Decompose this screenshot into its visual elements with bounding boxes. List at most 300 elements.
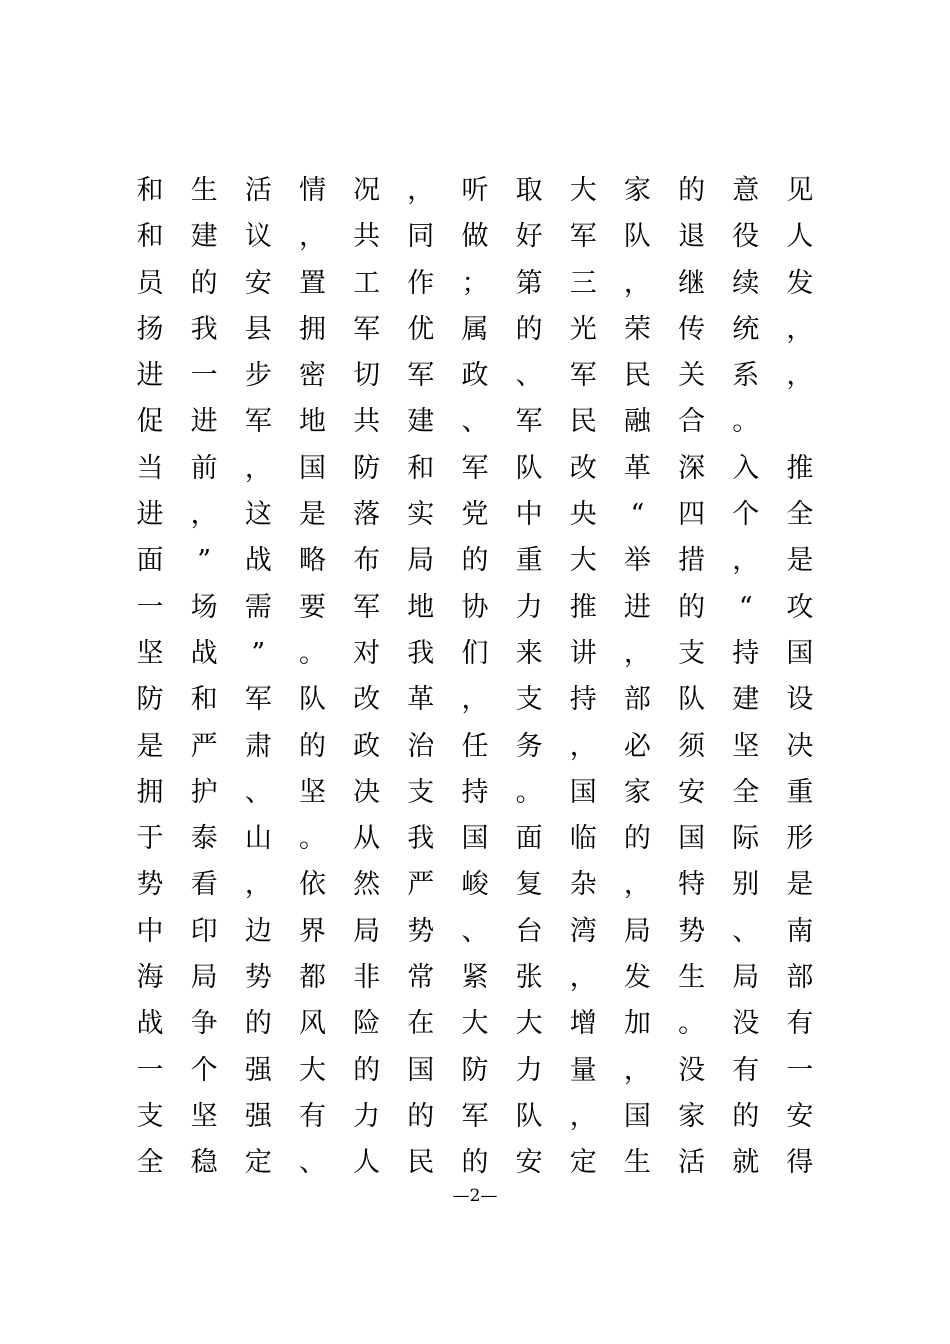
text-char: 军 <box>244 406 272 438</box>
text-char: 中 <box>515 499 543 531</box>
text-char: 促 <box>136 406 164 438</box>
text-char: 战 <box>244 545 272 577</box>
text-char: 大 <box>515 1008 543 1040</box>
text-char: 坚 <box>190 1100 218 1132</box>
text-char: 活 <box>678 1147 706 1179</box>
text-char: 意 <box>732 175 760 206</box>
text-char: 强 <box>244 1100 272 1132</box>
text-char: 形 <box>786 823 814 855</box>
text-char: 。 <box>298 637 326 669</box>
text-char: 部 <box>623 684 651 716</box>
text-char: 有 <box>732 1054 760 1086</box>
text-char: 战 <box>190 637 218 669</box>
text-char: 部 <box>786 962 814 994</box>
text-char: 复 <box>515 869 543 901</box>
text-char: 严 <box>190 730 218 762</box>
text-char: 发 <box>786 267 814 299</box>
text-char: 进 <box>190 406 218 438</box>
text-char: 国 <box>298 452 326 484</box>
text-line <box>135 261 815 307</box>
text-char: 重 <box>515 545 543 577</box>
text-char: 人 <box>353 1147 381 1179</box>
text-char: 需 <box>244 591 272 623</box>
text-char: 局 <box>732 962 760 994</box>
text-char: 南 <box>786 915 814 947</box>
text-char: 地 <box>298 406 326 438</box>
text-line <box>135 492 815 538</box>
text-char: 是 <box>786 545 814 577</box>
text-char: 们 <box>461 637 489 669</box>
text-char: 泰 <box>190 823 218 855</box>
text-char: 我 <box>190 313 218 345</box>
text-char: 治 <box>407 730 435 762</box>
text-char: 军 <box>353 313 381 345</box>
text-line <box>135 1048 815 1094</box>
text-line <box>135 353 815 399</box>
text-char: 生 <box>623 1147 651 1179</box>
text-char: 加 <box>623 1008 651 1040</box>
text-char: 山 <box>244 823 272 855</box>
text-char: 的 <box>353 1054 381 1086</box>
text-char: 军 <box>407 360 435 392</box>
text-char: 防 <box>353 452 381 484</box>
text-char: 、 <box>461 915 489 947</box>
text-char: 的 <box>678 175 706 206</box>
text-char: 深 <box>678 452 706 484</box>
text-char: 扬 <box>136 313 164 345</box>
body-text <box>135 168 815 1187</box>
text-char: 面 <box>136 545 164 577</box>
text-char: 势 <box>244 962 272 994</box>
text-char: 特 <box>678 869 706 901</box>
text-line <box>135 1001 815 1047</box>
text-char: 军 <box>244 684 272 716</box>
text-char: 进 <box>136 499 164 531</box>
text-char: 的 <box>461 545 489 577</box>
text-char: 个 <box>732 499 760 531</box>
text-char: 的 <box>244 1008 272 1040</box>
text-char: 必 <box>623 730 651 762</box>
text-char: 、 <box>515 360 543 392</box>
text-char: 军 <box>515 406 543 438</box>
page-number: —2— <box>452 1186 498 1206</box>
text-char: 军 <box>569 221 597 253</box>
text-char: 一 <box>786 1054 814 1086</box>
text-char: 有 <box>298 1100 326 1132</box>
text-char: 家 <box>623 175 651 206</box>
text-char: 个 <box>190 1054 218 1086</box>
text-char: 持 <box>569 684 597 716</box>
text-char: 。 <box>732 406 760 438</box>
text-char: 我 <box>407 637 435 669</box>
text-char: 军 <box>461 452 489 484</box>
text-char: 共 <box>353 406 381 438</box>
text-line <box>135 168 815 214</box>
text-char: 统 <box>732 313 760 345</box>
text-char: 务 <box>515 730 543 762</box>
text-char: 防 <box>136 684 164 716</box>
text-char: 军 <box>353 591 381 623</box>
text-char: 大 <box>461 1008 489 1040</box>
text-char: 队 <box>678 684 706 716</box>
text-char: 队 <box>298 684 326 716</box>
text-char: 势 <box>136 869 164 901</box>
text-char: 家 <box>678 1100 706 1132</box>
text-char: 对 <box>353 637 381 669</box>
text-char: 推 <box>569 591 597 623</box>
text-char: 生 <box>190 175 218 206</box>
text-char: 力 <box>353 1100 381 1132</box>
text-char: “ <box>738 591 753 623</box>
text-char: 作 <box>407 267 435 299</box>
text-char: 持 <box>461 776 489 808</box>
text-char: 局 <box>353 915 381 947</box>
text-char: 大 <box>569 545 597 577</box>
text-char: 全 <box>732 776 760 808</box>
text-char: 国 <box>623 1100 651 1132</box>
text-char: 局 <box>190 962 218 994</box>
text-line <box>135 862 815 908</box>
text-line <box>135 1140 815 1186</box>
text-char: 前 <box>190 452 218 484</box>
text-char: 传 <box>678 313 706 345</box>
text-line <box>135 446 815 492</box>
text-char: 决 <box>353 776 381 808</box>
text-char: 议 <box>244 221 272 253</box>
text-char: 队 <box>515 452 543 484</box>
text-char: 从 <box>353 823 381 855</box>
text-char: ， <box>244 869 272 901</box>
text-line <box>135 909 815 955</box>
text-char: 边 <box>244 915 272 947</box>
text-char: ， <box>569 1100 597 1132</box>
text-char: 任 <box>461 730 489 762</box>
text-char: 非 <box>353 962 381 994</box>
text-char: 强 <box>244 1054 272 1086</box>
text-char: 战 <box>136 1008 164 1040</box>
text-char: ， <box>732 545 760 577</box>
text-char: 情 <box>298 175 326 206</box>
text-char: 况 <box>353 175 381 206</box>
text-char: 、 <box>298 1147 326 1179</box>
text-char: 荣 <box>623 313 651 345</box>
text-char: 、 <box>732 915 760 947</box>
text-char: 继 <box>678 267 706 299</box>
text-char: 增 <box>569 1008 597 1040</box>
text-char: 当 <box>136 452 164 484</box>
text-char: 、 <box>461 406 489 438</box>
text-char: 活 <box>244 175 272 206</box>
text-char: 要 <box>298 591 326 623</box>
text-char: 建 <box>407 406 435 438</box>
text-char: 续 <box>732 267 760 299</box>
text-char: 防 <box>461 1054 489 1086</box>
text-char: 和 <box>407 452 435 484</box>
text-char: 人 <box>786 221 814 253</box>
text-char: 海 <box>136 962 164 994</box>
text-char: 然 <box>353 869 381 901</box>
text-char: 的 <box>407 1100 435 1132</box>
text-char: ” <box>197 545 212 577</box>
text-char: 合 <box>678 406 706 438</box>
text-char: 印 <box>190 915 218 947</box>
text-char: 建 <box>190 221 218 253</box>
text-char: ， <box>786 313 814 345</box>
text-char: 有 <box>786 1008 814 1040</box>
text-char: 于 <box>136 823 164 855</box>
text-char: 国 <box>407 1054 435 1086</box>
text-char: 是 <box>136 730 164 762</box>
text-char: 支 <box>407 776 435 808</box>
text-char: 生 <box>678 962 706 994</box>
text-char: 国 <box>786 637 814 669</box>
text-char: 民 <box>623 360 651 392</box>
text-char: 建 <box>732 684 760 716</box>
text-char: 支 <box>678 637 706 669</box>
text-char: 台 <box>515 915 543 947</box>
text-char: ， <box>623 267 651 299</box>
text-char: 民 <box>569 406 597 438</box>
text-char: 和 <box>136 221 164 253</box>
text-char: ， <box>623 1054 651 1086</box>
text-char: 稳 <box>190 1147 218 1179</box>
text-char: 。 <box>298 823 326 855</box>
text-char: ， <box>407 175 435 206</box>
text-char: 须 <box>678 730 706 762</box>
text-char: ， <box>190 499 218 531</box>
text-char: 中 <box>136 915 164 947</box>
text-char: ， <box>298 221 326 253</box>
text-char: ， <box>623 637 651 669</box>
text-char: 三 <box>569 267 597 299</box>
text-char: 没 <box>732 1008 760 1040</box>
text-line <box>135 724 815 770</box>
text-char: 别 <box>732 869 760 901</box>
text-char: ； <box>461 267 489 299</box>
text-char: 协 <box>461 591 489 623</box>
text-char: 见 <box>786 175 814 206</box>
text-char: 国 <box>461 823 489 855</box>
text-char: 工 <box>353 267 381 299</box>
text-char: 安 <box>515 1147 543 1179</box>
text-char: 属 <box>461 313 489 345</box>
text-line <box>135 816 815 862</box>
text-char: 看 <box>190 869 218 901</box>
text-char: 大 <box>298 1054 326 1086</box>
text-char: 县 <box>244 313 272 345</box>
text-char: 力 <box>515 591 543 623</box>
text-char: 坚 <box>298 776 326 808</box>
text-char: 。 <box>515 776 543 808</box>
text-char: ， <box>569 962 597 994</box>
text-char: 举 <box>623 545 651 577</box>
text-char: 持 <box>732 637 760 669</box>
text-char: 量 <box>569 1054 597 1086</box>
text-char: 大 <box>569 175 597 206</box>
text-char: 争 <box>190 1008 218 1040</box>
text-char: 推 <box>786 452 814 484</box>
text-char: 局 <box>623 915 651 947</box>
text-line <box>135 585 815 631</box>
text-char: 和 <box>136 175 164 206</box>
text-char: 进 <box>136 360 164 392</box>
text-char: 同 <box>407 221 435 253</box>
text-char: 湾 <box>569 915 597 947</box>
text-char: 坚 <box>136 637 164 669</box>
text-char: 革 <box>623 452 651 484</box>
text-char: 支 <box>515 684 543 716</box>
text-char: 家 <box>623 776 651 808</box>
text-line <box>135 538 815 584</box>
text-char: ， <box>461 684 489 716</box>
text-char: 全 <box>136 1147 164 1179</box>
text-char: 决 <box>786 730 814 762</box>
text-char: 重 <box>786 776 814 808</box>
text-char: 没 <box>678 1054 706 1086</box>
text-char: 定 <box>569 1147 597 1179</box>
text-char: 改 <box>569 452 597 484</box>
text-char: 队 <box>515 1100 543 1132</box>
text-char: 支 <box>136 1100 164 1132</box>
text-char: 切 <box>353 360 381 392</box>
text-char: 政 <box>353 730 381 762</box>
text-char: 役 <box>732 221 760 253</box>
text-char: 就 <box>732 1147 760 1179</box>
text-char: 护 <box>190 776 218 808</box>
text-char: ， <box>786 360 814 392</box>
text-char: 坚 <box>732 730 760 762</box>
text-char: 是 <box>298 499 326 531</box>
text-char: 肃 <box>244 730 272 762</box>
text-char: 我 <box>407 823 435 855</box>
text-char: 实 <box>407 499 435 531</box>
text-char: 的 <box>732 1100 760 1132</box>
text-char: 来 <box>515 637 543 669</box>
text-char: 地 <box>407 591 435 623</box>
text-char: 面 <box>515 823 543 855</box>
text-char: 一 <box>190 360 218 392</box>
text-char: 步 <box>244 360 272 392</box>
text-line <box>135 955 815 1001</box>
text-char: 央 <box>569 499 597 531</box>
text-char: 。 <box>678 1008 706 1040</box>
text-char: 国 <box>569 776 597 808</box>
text-char: 拥 <box>298 313 326 345</box>
text-char: 党 <box>461 499 489 531</box>
text-char: 的 <box>623 823 651 855</box>
text-char: 的 <box>678 591 706 623</box>
text-char: 布 <box>353 545 381 577</box>
text-line <box>135 1094 815 1140</box>
text-char: 定 <box>244 1147 272 1179</box>
text-char: 取 <box>515 175 543 206</box>
text-char: 军 <box>461 1100 489 1132</box>
text-char: 严 <box>407 869 435 901</box>
text-char: 四 <box>678 499 706 531</box>
text-char: 势 <box>407 915 435 947</box>
text-char: 做 <box>461 221 489 253</box>
text-char: 界 <box>298 915 326 947</box>
text-char: 安 <box>786 1100 814 1132</box>
text-char: 紧 <box>461 962 489 994</box>
text-char: 民 <box>407 1147 435 1179</box>
text-line <box>135 677 815 723</box>
text-char: 设 <box>786 684 814 716</box>
text-char: 优 <box>407 313 435 345</box>
text-char: 一 <box>136 591 164 623</box>
text-char: 员 <box>136 267 164 299</box>
text-char: 风 <box>298 1008 326 1040</box>
text-char: 关 <box>678 360 706 392</box>
text-char: 、 <box>244 776 272 808</box>
text-char: 得 <box>786 1147 814 1179</box>
text-char: ， <box>569 730 597 762</box>
text-char: 光 <box>569 313 597 345</box>
text-char: 革 <box>407 684 435 716</box>
text-char: 和 <box>190 684 218 716</box>
text-char: 安 <box>244 267 272 299</box>
text-char: 略 <box>298 545 326 577</box>
text-char: 置 <box>298 267 326 299</box>
text-char: 场 <box>190 591 218 623</box>
text-char: 入 <box>732 452 760 484</box>
text-char: 是 <box>786 869 814 901</box>
text-char: 局 <box>407 545 435 577</box>
text-char: 常 <box>407 962 435 994</box>
text-char: 在 <box>407 1008 435 1040</box>
text-char: 政 <box>461 360 489 392</box>
text-char: 密 <box>298 360 326 392</box>
text-char: 国 <box>678 823 706 855</box>
text-char: 际 <box>732 823 760 855</box>
text-char: 发 <box>623 962 651 994</box>
text-char: “ <box>630 499 645 531</box>
text-char: 措 <box>678 545 706 577</box>
text-char: 险 <box>353 1008 381 1040</box>
text-char: 的 <box>298 730 326 762</box>
text-char: 张 <box>515 962 543 994</box>
text-line <box>135 214 815 260</box>
text-char: 依 <box>298 869 326 901</box>
text-char: 杂 <box>569 869 597 901</box>
text-char: 军 <box>569 360 597 392</box>
text-char: 讲 <box>569 637 597 669</box>
text-char: 退 <box>678 221 706 253</box>
text-char: 全 <box>786 499 814 531</box>
text-char: 的 <box>190 267 218 299</box>
text-char: 共 <box>353 221 381 253</box>
text-char: 的 <box>461 1147 489 1179</box>
text-char: 的 <box>515 313 543 345</box>
text-char: 进 <box>623 591 651 623</box>
text-char: 安 <box>678 776 706 808</box>
text-char: 都 <box>298 962 326 994</box>
text-char: ， <box>244 452 272 484</box>
text-line <box>135 631 815 677</box>
text-char: 第 <box>515 267 543 299</box>
text-char: 势 <box>678 915 706 947</box>
text-char: ” <box>251 637 266 669</box>
text-char: 临 <box>569 823 597 855</box>
text-char: ， <box>623 869 651 901</box>
text-char: 一 <box>136 1054 164 1086</box>
text-line <box>135 770 815 816</box>
text-char: 好 <box>515 221 543 253</box>
text-char: 峻 <box>461 869 489 901</box>
text-char: 听 <box>461 175 489 206</box>
text-char: 落 <box>353 499 381 531</box>
text-char: 攻 <box>786 591 814 623</box>
